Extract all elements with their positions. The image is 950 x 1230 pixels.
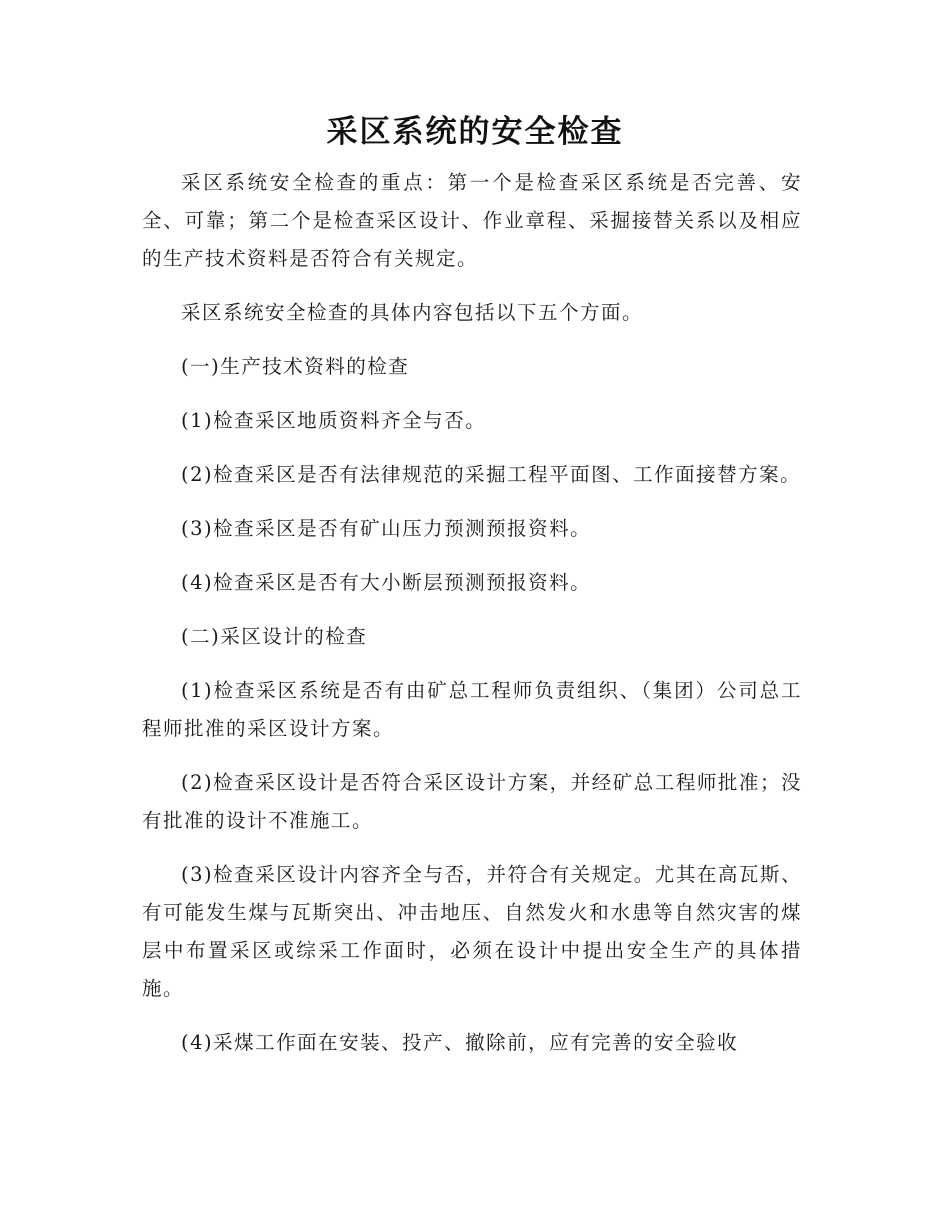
list-item: (1)检查采区地质资料齐全与否。 bbox=[181, 409, 487, 432]
list-item: (2)检查采区是否有法律规范的采掘工程平面图、工作面接替方案。 bbox=[181, 463, 802, 486]
paragraph-scope: 采区系统安全检查的具体内容包括以下五个方面。 bbox=[181, 301, 644, 324]
document-body bbox=[142, 164, 802, 1078]
list-item: (4)采煤工作面在安装、投产、撤除前，应有完善的安全验收 bbox=[181, 1031, 739, 1054]
list-item: (3)检查采区是否有矿山压力预测预报资料。 bbox=[181, 517, 592, 540]
list-item: (1)检查采区系统是否有由矿总工程师负责组织、（集团）公司总工程师批准的采区设计方案。 bbox=[142, 679, 802, 740]
section-heading-design-check: (二)采区设计的检查 bbox=[181, 625, 368, 648]
list-item: (2)检查采区设计是否符合采区设计方案，并经矿总工程师批准；没有批准的设计不准施工。 bbox=[142, 771, 802, 832]
list-item: (4)检查采区是否有大小断层预测预报资料。 bbox=[181, 571, 592, 594]
document-title: 采区系统的安全检查 bbox=[326, 114, 624, 150]
list-item: (3)检查采区设计内容齐全与否，并符合有关规定。尤其在高瓦斯、有可能发生煤与瓦斯突出、冲击地压、自然发火和水患等自然灾害的煤层中布置采区或综采工作面时，必须在设计中提出安全生产的具体措施。 bbox=[142, 863, 802, 1000]
section-heading-technical-data: (一)生产技术资料的检查 bbox=[181, 355, 410, 378]
paragraph-overview: 采区系统安全检查的重点：第一个是检查采区系统是否完善、安全、可靠；第二个是检查采区设计、作业章程、采掘接替关系以及相应的生产技术资料是否符合有关规定。 bbox=[142, 171, 802, 270]
